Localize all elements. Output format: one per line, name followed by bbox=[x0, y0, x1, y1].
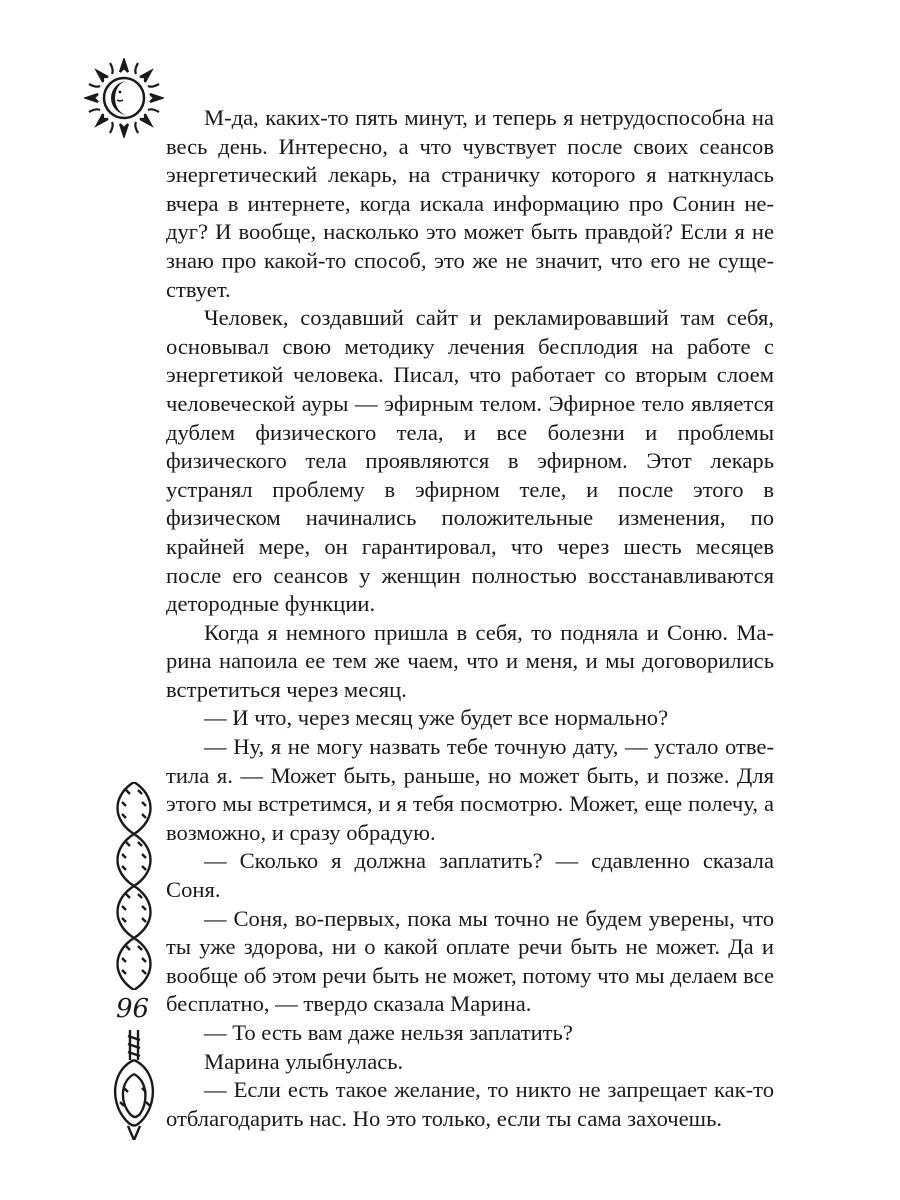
paragraph: — То есть вам даже нельзя заплатить? bbox=[204, 1020, 573, 1045]
paragraph: — Если есть такое желание, то никто не запрещает как-то отблагодарить нас. Но это только, если ты сама захочешь. bbox=[166, 1077, 774, 1131]
rope-knot-icon bbox=[104, 782, 164, 990]
paragraph: М-да, каких-то пять минут, и теперь я нетрудоспособна на весь день. Интересно, а что чувствует после своих сеансов энергетический лекарь, на страничку которого я наткнулась вчера в интернете, когда искала информацию про Сонин недуг? И вообще, насколько это может быть правдой? Если я не знаю про какой-то способ, это же не значит, что его не существует. bbox=[166, 105, 774, 302]
paragraph: Когда я немного пришла в себя, то подняла и Соню. Марина напоила ее тем же чаем, что и меня, и мы договорились встретиться через месяц. bbox=[166, 619, 774, 702]
paragraph: Человек, создавший сайт и рекламировавший там себя, основывал свою методику лечения бесплодия на работе с энергетикой человека. Писал, что работает со вторым слоем человеческой ауры — эфирным телом. Эфирное тело является дублем физического тела, и все болезни и проблемы физического тела проявляются в эфирном. Этот лекарь устранял проблему в эфирном теле, и после этого в физическом начинались положительные изменения, по крайней мере, он гарантировал, что через шесть месяцев после его сеансов у женщин полностью восстанавливаются детородные функции. bbox=[166, 305, 774, 617]
sun-moon-icon bbox=[84, 58, 164, 138]
body-text bbox=[166, 104, 774, 1133]
paragraph: — Соня, во-первых, пока мы точно не будем уверены, что ты уже здорова, ни о какой оплате речи быть не может. Да и вообще об этом речи быть не может, потому что мы делаем все бесплатно, — твердо сказала Марина. bbox=[166, 905, 774, 1017]
page-number: 96 bbox=[116, 994, 150, 1024]
paragraph: — Сколько я должна заплатить? — сдавленно сказала Соня. bbox=[166, 848, 774, 903]
paragraph: — И что, через месяц уже будет все нормально? bbox=[204, 705, 669, 731]
rope-knot-icon bbox=[106, 1030, 162, 1140]
paragraph: Марина улыбнулась. bbox=[204, 1048, 404, 1074]
paragraph: — Ну, я не могу назвать тебе точную дату, — устало ответила я. — Может быть, раньше, но может быть, и позже. Для этого мы встретимся, и я тебя посмотрю. Может, еще полечу, а возможно, и сразу обрадую. bbox=[166, 734, 774, 845]
